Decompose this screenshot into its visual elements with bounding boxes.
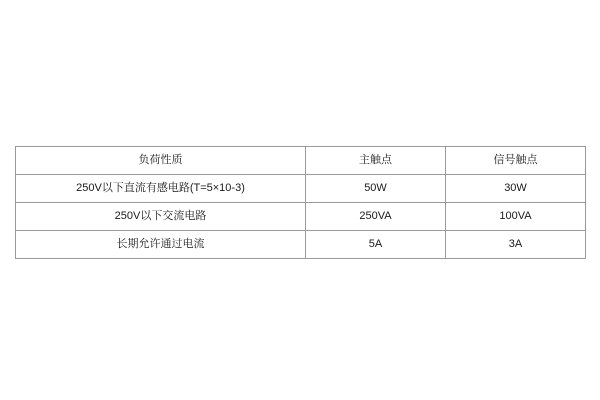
cell-load-type: 250V以下直流有感电路(T=5×10-3) xyxy=(16,175,306,203)
load-spec-table xyxy=(15,146,586,259)
column-header-signal-contact: 信号触点 xyxy=(446,147,586,175)
cell-signal-contact: 3A xyxy=(446,231,586,259)
cell-main-contact: 5A xyxy=(306,231,446,259)
column-header-main-contact: 主触点 xyxy=(306,147,446,175)
table-row xyxy=(16,203,586,231)
cell-main-contact: 250VA xyxy=(306,203,446,231)
cell-load-type: 长期允许通过电流 xyxy=(16,231,306,259)
cell-main-contact: 50W xyxy=(306,175,446,203)
cell-signal-contact: 30W xyxy=(446,175,586,203)
column-header-load-type: 负荷性质 xyxy=(16,147,306,175)
table-row xyxy=(16,231,586,259)
table-row xyxy=(16,175,586,203)
cell-signal-contact: 100VA xyxy=(446,203,586,231)
cell-load-type: 250V以下交流电路 xyxy=(16,203,306,231)
table-header-row xyxy=(16,147,586,175)
spec-table-container xyxy=(15,146,585,259)
